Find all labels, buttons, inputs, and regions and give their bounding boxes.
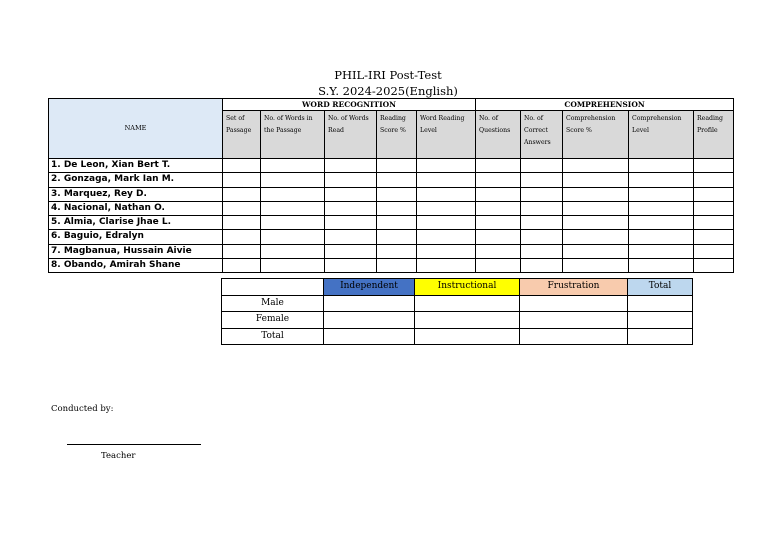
- col-word-reading-level: Word Reading Level: [417, 111, 476, 159]
- table-row: [49, 187, 734, 201]
- word-recognition-header: WORD RECOGNITION: [223, 99, 476, 111]
- signature-line: [67, 444, 201, 445]
- score-cell: [629, 230, 694, 244]
- score-cell: [417, 230, 476, 244]
- score-cell: [521, 201, 563, 215]
- summary-cell: [628, 312, 693, 329]
- instructional-header: Instructional: [415, 279, 520, 296]
- score-cell: [476, 187, 521, 201]
- score-cell: [377, 201, 417, 215]
- score-cell: [629, 216, 694, 230]
- score-cell: [377, 230, 417, 244]
- total-header: Total: [628, 279, 693, 296]
- score-cell: [694, 230, 734, 244]
- score-cell: [563, 159, 629, 173]
- score-cell: [417, 159, 476, 173]
- score-cell: [261, 216, 325, 230]
- page-subtitle: S.Y. 2024-2025(English): [318, 84, 458, 98]
- summary-cell: [415, 312, 520, 329]
- score-cell: [521, 187, 563, 201]
- score-cell: [325, 201, 377, 215]
- score-cell: [325, 230, 377, 244]
- summary-cell: [520, 295, 628, 312]
- student-name: 8. Obando, Amirah Shane: [49, 259, 223, 273]
- score-cell: [476, 173, 521, 187]
- score-cell: [521, 173, 563, 187]
- score-cell: [377, 259, 417, 273]
- score-cell: [563, 244, 629, 258]
- score-cell: [521, 244, 563, 258]
- score-cell: [325, 159, 377, 173]
- table-row: [49, 259, 734, 273]
- row-label-female: Female: [222, 312, 324, 329]
- student-name: 7. Magbanua, Hussain Aivie: [49, 244, 223, 258]
- student-name: 1. De Leon, Xian Bert T.: [49, 159, 223, 173]
- score-cell: [325, 244, 377, 258]
- score-cell: [417, 173, 476, 187]
- score-cell: [325, 173, 377, 187]
- score-cell: [261, 187, 325, 201]
- score-cell: [223, 259, 261, 273]
- col-comprehension-score: Comprehension Score %: [563, 111, 629, 159]
- score-cell: [417, 187, 476, 201]
- col-set-of-passage: Set of Passage: [223, 111, 261, 159]
- score-cell: [476, 201, 521, 215]
- col-words-in-passage: No. of Words in the Passage: [261, 111, 325, 159]
- score-cell: [694, 201, 734, 215]
- score-cell: [521, 159, 563, 173]
- score-cell: [694, 244, 734, 258]
- score-cell: [377, 173, 417, 187]
- score-cell: [521, 259, 563, 273]
- score-cell: [325, 187, 377, 201]
- score-cell: [261, 244, 325, 258]
- score-cell: [223, 173, 261, 187]
- score-cell: [694, 159, 734, 173]
- score-cell: [694, 173, 734, 187]
- score-cell: [476, 159, 521, 173]
- comprehension-header: COMPREHENSION: [476, 99, 734, 111]
- summary-cell: [324, 328, 415, 345]
- score-cell: [325, 259, 377, 273]
- score-cell: [325, 216, 377, 230]
- score-cell: [563, 173, 629, 187]
- summary-cell: [415, 295, 520, 312]
- score-cell: [694, 259, 734, 273]
- score-cell: [377, 244, 417, 258]
- teacher-label: Teacher: [101, 451, 136, 461]
- score-cell: [223, 230, 261, 244]
- frustration-header: Frustration: [520, 279, 628, 296]
- score-cell: [261, 159, 325, 173]
- summary-cell: [628, 328, 693, 345]
- summary-table: [221, 278, 693, 345]
- score-cell: [261, 259, 325, 273]
- score-cell: [629, 187, 694, 201]
- score-cell: [377, 216, 417, 230]
- col-correct-answers: No. of Correct Answers: [521, 111, 563, 159]
- col-reading-profile: Reading Profile: [694, 111, 734, 159]
- independent-header: Independent: [324, 279, 415, 296]
- col-words-read: No. of Words Read: [325, 111, 377, 159]
- student-name: 2. Gonzaga, Mark Ian M.: [49, 173, 223, 187]
- score-cell: [629, 173, 694, 187]
- table-row: [49, 201, 734, 215]
- score-cell: [629, 201, 694, 215]
- score-cell: [476, 216, 521, 230]
- score-cell: [476, 244, 521, 258]
- table-row: [49, 244, 734, 258]
- row-label-total: Total: [222, 328, 324, 345]
- score-cell: [417, 244, 476, 258]
- col-no-of-questions: No. of Questions: [476, 111, 521, 159]
- score-cell: [417, 259, 476, 273]
- score-cell: [417, 216, 476, 230]
- score-cell: [377, 159, 417, 173]
- summary-cell: [324, 312, 415, 329]
- conducted-by-label: Conducted by:: [51, 404, 114, 414]
- summary-cell: [324, 295, 415, 312]
- name-header: NAME: [49, 99, 223, 159]
- score-cell: [563, 230, 629, 244]
- student-name: 6. Baguio, Edralyn: [49, 230, 223, 244]
- table-row: [49, 216, 734, 230]
- table-row: [49, 230, 734, 244]
- phil-iri-table: [48, 98, 734, 273]
- score-cell: [563, 216, 629, 230]
- score-cell: [417, 201, 476, 215]
- score-cell: [223, 244, 261, 258]
- row-label-male: Male: [222, 295, 324, 312]
- score-cell: [261, 173, 325, 187]
- score-cell: [521, 216, 563, 230]
- score-cell: [694, 216, 734, 230]
- score-cell: [629, 259, 694, 273]
- score-cell: [476, 230, 521, 244]
- summary-corner: [222, 279, 324, 296]
- student-name: 3. Marquez, Rey D.: [49, 187, 223, 201]
- score-cell: [261, 230, 325, 244]
- score-cell: [223, 187, 261, 201]
- score-cell: [563, 201, 629, 215]
- summary-cell: [520, 328, 628, 345]
- student-name: 4. Nacional, Nathan O.: [49, 201, 223, 215]
- table-row: [49, 173, 734, 187]
- col-comprehension-level: Comprehension Level: [629, 111, 694, 159]
- score-cell: [223, 216, 261, 230]
- summary-cell: [628, 295, 693, 312]
- score-cell: [223, 201, 261, 215]
- score-cell: [377, 187, 417, 201]
- col-reading-score: Reading Score %: [377, 111, 417, 159]
- page-title: PHIL-IRI Post-Test: [334, 68, 442, 82]
- score-cell: [563, 259, 629, 273]
- score-cell: [223, 159, 261, 173]
- score-cell: [563, 187, 629, 201]
- score-cell: [629, 159, 694, 173]
- summary-cell: [415, 328, 520, 345]
- score-cell: [476, 259, 521, 273]
- table-row: [49, 159, 734, 173]
- student-name: 5. Almia, Clarise Jhae L.: [49, 216, 223, 230]
- score-cell: [261, 201, 325, 215]
- score-cell: [694, 187, 734, 201]
- score-cell: [521, 230, 563, 244]
- summary-cell: [520, 312, 628, 329]
- score-cell: [629, 244, 694, 258]
